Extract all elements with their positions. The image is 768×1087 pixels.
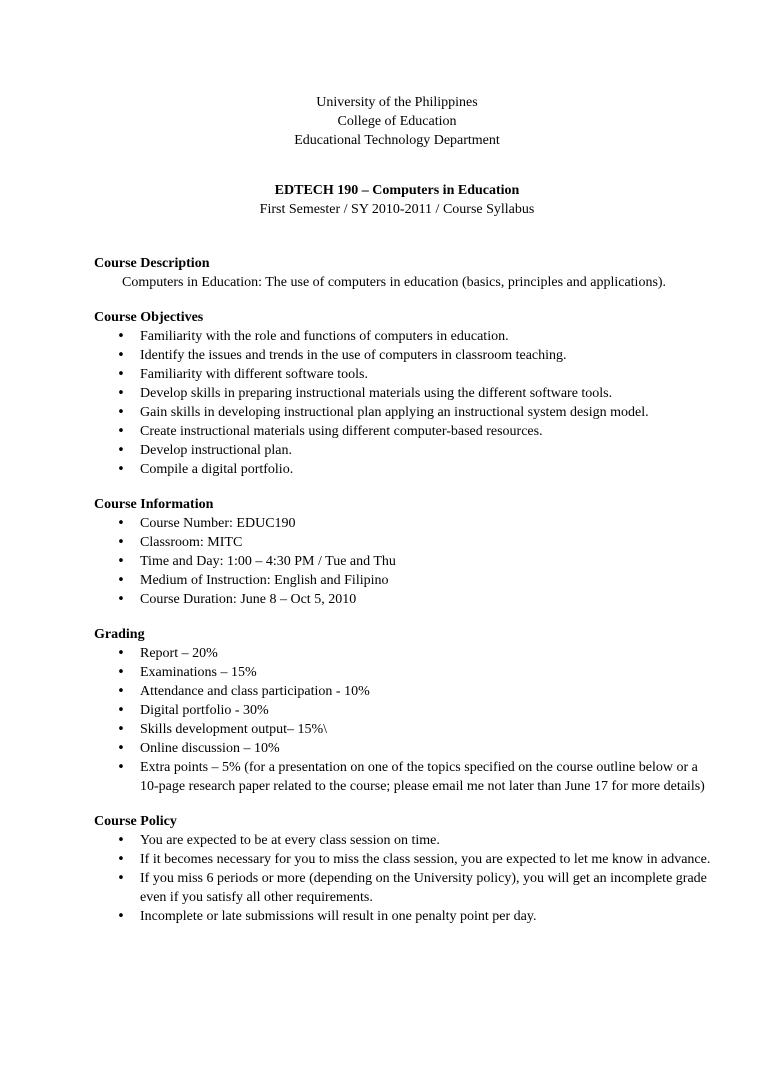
bullet-icon: • [117, 684, 125, 699]
bullet-icon: • [117, 665, 125, 680]
list-item [94, 346, 714, 365]
bullet-icon: • [117, 405, 125, 420]
list-item-text: Gain skills in developing instructional plan applying an instructional system design model. [140, 405, 649, 420]
course-heading [0, 181, 768, 219]
list-item [94, 533, 714, 552]
list-item-text: Course Duration: June 8 – Oct 5, 2010 [140, 592, 357, 607]
list-item-text: Develop instructional plan. [140, 443, 293, 458]
list-item [94, 403, 714, 422]
list-item [94, 552, 714, 571]
bullet-icon: • [117, 516, 125, 531]
list-item [94, 758, 714, 796]
list-item [94, 590, 714, 609]
course-policy-section [94, 812, 714, 926]
bullet-icon: • [117, 871, 125, 886]
section-title: Course Information [94, 497, 214, 512]
list-item [94, 682, 714, 701]
list-item [94, 663, 714, 682]
list-item-text: Compile a digital portfolio. [140, 462, 294, 477]
list-item [94, 739, 714, 758]
list-item-text: Identify the issues and trends in the use of computers in classroom teaching. [140, 348, 567, 363]
list-item-text: Incomplete or late submissions will result in one penalty point per day. [140, 909, 537, 924]
course-title: EDTECH 190 – Computers in Education [274, 183, 520, 198]
bullet-icon: • [117, 852, 125, 867]
university-name: University of the Philippines [316, 95, 478, 110]
list-item-text: Examinations – 15% [140, 665, 257, 680]
list-item [94, 644, 714, 663]
course-objectives-section [94, 308, 714, 479]
list-item-text: Course Number: EDUC190 [140, 516, 296, 531]
university-header [0, 93, 768, 150]
bullet-icon: • [117, 367, 125, 382]
list-item [94, 365, 714, 384]
list-item [94, 460, 714, 479]
bullet-icon: • [117, 592, 125, 607]
bullet-icon: • [117, 760, 125, 775]
list-item-text: Medium of Instruction: English and Filipino [140, 573, 389, 588]
list-item-text: Familiarity with different software tools. [140, 367, 368, 382]
department-name: Educational Technology Department [294, 133, 500, 148]
course-description-text: Computers in Education: The use of computers in education (basics, principles and applications). [122, 275, 667, 290]
list-item-text: Skills development output– 15%\ [140, 722, 328, 737]
college-name: College of Education [337, 114, 457, 129]
section-title: Course Description [94, 256, 210, 271]
list-item [94, 850, 714, 869]
bullet-icon: • [117, 646, 125, 661]
list-item [94, 327, 714, 346]
section-title: Grading [94, 627, 145, 642]
list-item [94, 571, 714, 590]
policy-list [94, 831, 714, 926]
bullet-icon: • [117, 833, 125, 848]
list-item [94, 384, 714, 403]
list-item [94, 869, 714, 907]
list-item-text: Online discussion – 10% [140, 741, 280, 756]
list-item-text: Develop skills in preparing instructional materials using the different software tools. [140, 386, 613, 401]
list-item-text: If it becomes necessary for you to miss the class session, you are expected to let me know in advance. [140, 852, 711, 867]
list-item-text: You are expected to be at every class session on time. [140, 833, 440, 848]
bullet-icon: • [117, 573, 125, 588]
bullet-icon: • [117, 535, 125, 550]
list-item-text: Extra points – 5% (for a presentation on one of the topics specified on the course outline below or a 10-page research paper related to the course; please email me not later than June 17 for more details) [140, 760, 705, 794]
grading-section [94, 625, 714, 796]
bullet-icon: • [117, 554, 125, 569]
objectives-list [94, 327, 714, 479]
list-item [94, 441, 714, 460]
list-item [94, 907, 714, 926]
course-subtitle: First Semester / SY 2010-2011 / Course Syllabus [259, 202, 535, 217]
list-item [94, 831, 714, 850]
bullet-icon: • [117, 348, 125, 363]
list-item-text: If you miss 6 periods or more (depending on the University policy), you will get an incomplete grade even if you satisfy all other requirements. [140, 871, 707, 905]
course-information-section [94, 495, 714, 609]
list-item-text: Digital portfolio - 30% [140, 703, 269, 718]
bullet-icon: • [117, 443, 125, 458]
information-list [94, 514, 714, 609]
bullet-icon: • [117, 329, 125, 344]
bullet-icon: • [117, 722, 125, 737]
list-item-text: Create instructional materials using different computer-based resources. [140, 424, 543, 439]
section-title: Course Objectives [94, 310, 204, 325]
list-item [94, 720, 714, 739]
bullet-icon: • [117, 909, 125, 924]
course-description-section [94, 254, 714, 292]
list-item [94, 422, 714, 441]
bullet-icon: • [117, 741, 125, 756]
bullet-icon: • [117, 386, 125, 401]
list-item-text: Familiarity with the role and functions of computers in education. [140, 329, 509, 344]
list-item [94, 514, 714, 533]
syllabus-body [94, 254, 714, 942]
list-item-text: Time and Day: 1:00 – 4:30 PM / Tue and Thu [140, 554, 396, 569]
list-item-text: Report – 20% [140, 646, 218, 661]
section-title: Course Policy [94, 814, 177, 829]
list-item-text: Attendance and class participation - 10% [140, 684, 370, 699]
list-item-text: Classroom: MITC [140, 535, 243, 550]
grading-list [94, 644, 714, 796]
bullet-icon: • [117, 424, 125, 439]
list-item [94, 701, 714, 720]
bullet-icon: • [117, 462, 125, 477]
bullet-icon: • [117, 703, 125, 718]
